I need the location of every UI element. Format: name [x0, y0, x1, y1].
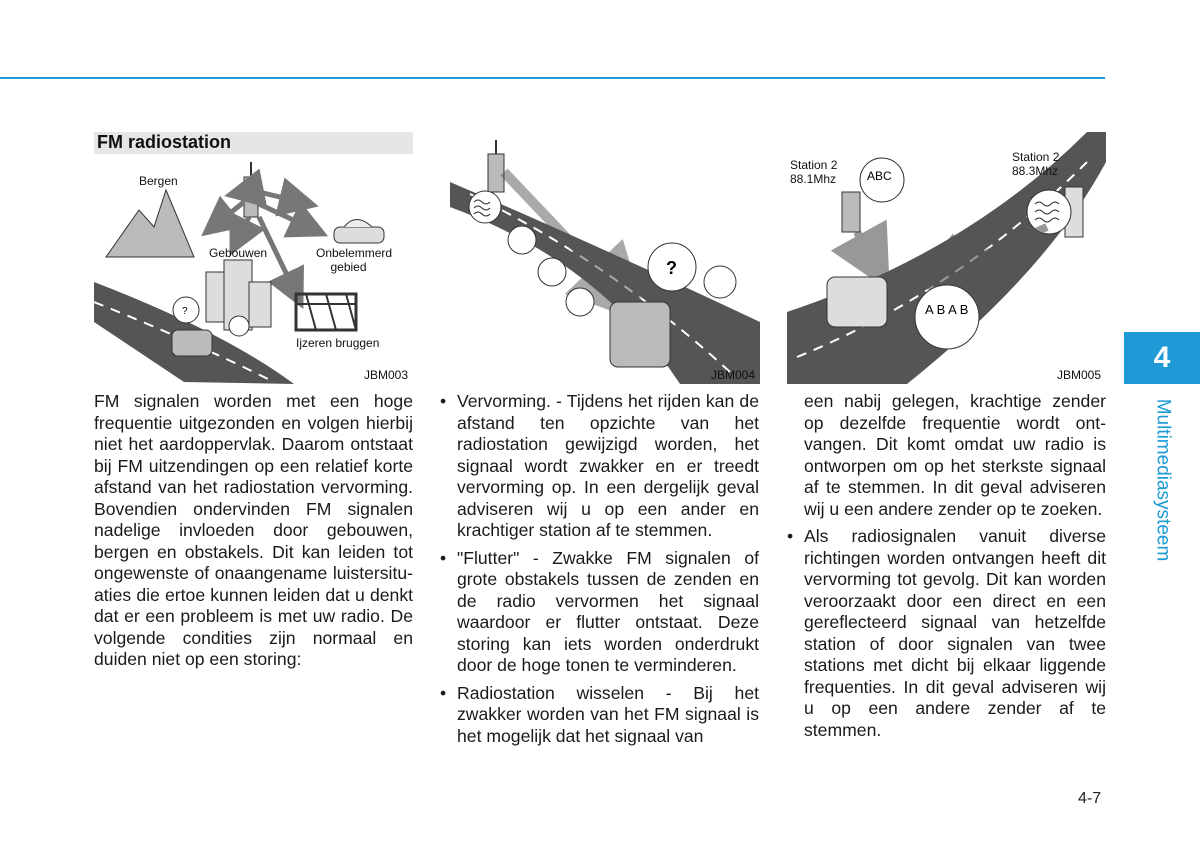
figure-multipath — [787, 132, 1106, 384]
signal-bubble-right — [915, 285, 979, 349]
column-2 — [440, 391, 759, 753]
chapter-tab: 4 — [1124, 332, 1200, 384]
tower — [488, 154, 504, 192]
label-station-right: Station 2 88.3Mhz — [1012, 150, 1060, 178]
label-onbelemmerd-gebied: Onbelemmerd gebied — [316, 246, 393, 274]
column-3 — [787, 391, 1106, 747]
bullet-multipath: • Als radiosignalen vanuit diverse richtingen worden ontvangen heeft dit vervorming tot gevolg. Dit kan worden veroorzaakt door een direct en een gereflecteerd signaal van hetzelfde station of door signalen van twee stations met dicht bij elkaar liggende frequenties. In dit geval adviseren wij u op een andere zender af te stemmen. — [787, 526, 1106, 741]
question-mark: ? — [666, 258, 677, 278]
bubble-left-text: ABC — [867, 169, 892, 183]
question-mark: ? — [182, 306, 188, 317]
label-bergen: Bergen — [139, 174, 178, 188]
tree — [538, 258, 566, 286]
figure-fm-radiostation — [94, 132, 413, 384]
signal-bubble — [469, 191, 501, 223]
tower-left — [842, 192, 860, 232]
header-rule — [0, 77, 1105, 79]
tree — [566, 288, 594, 316]
bullet-list — [787, 526, 1106, 741]
bullet-flutter: • "Flutter" - Zwakke FM signalen of grote obstakels tussen de zenden en de radio vervormen het signaal waardoor er flutter ontstaat. Deze storing kan iets worden onderdrukt door de hoge tonen te verminderen. — [440, 548, 759, 677]
tree — [704, 266, 736, 298]
page-number: 4-7 — [1078, 790, 1102, 807]
tree — [229, 316, 249, 336]
bullet-list — [440, 391, 759, 747]
car-on-road — [172, 330, 212, 356]
bullet-radiostation-wisselen: • Radiostation wisselen - Bij het zwakker worden van het FM signaal is het mogelijk dat het signaal van — [440, 683, 759, 748]
figure-code: JBM003 — [363, 368, 408, 382]
continuation-paragraph: een nabij gelegen, krachtige zender op dezelfde frequentie wordt ontvangen. Dit komt omdat uw radio is ontworpen om op het sterkste signaal af te stemmen. In dit geval adviseren wij u een andere zender op te zoeken. — [804, 391, 1106, 519]
distortion-illustration — [440, 132, 760, 384]
figure-code: JBM005 — [1056, 368, 1101, 382]
car — [827, 277, 887, 327]
tower — [244, 177, 258, 217]
car — [334, 227, 384, 243]
column-1 — [94, 391, 413, 671]
label-station-left: Station 2 88.1Mhz — [790, 158, 838, 186]
bullet-vervorming: • Vervorming. - Tijdens het rijden kan de afstand ten opzichte van het radiostation gewijzigd worden, het signaal wordt zwakker en er treedt vervorming op. In een dergelijk geval adviseren wij u op een ander en krachtiger station af te stemmen. — [440, 391, 759, 542]
figure-code: JBM004 — [710, 368, 755, 382]
figure-distortion — [440, 132, 760, 384]
chapter-title-vertical — [1122, 395, 1200, 565]
figure-title: FM radiostation — [97, 132, 231, 152]
tree — [508, 226, 536, 254]
chapter-title: Multimediasysteem — [1152, 398, 1174, 562]
bubble-right-text: A B A B — [925, 302, 969, 317]
signal-bubble-mid — [1027, 190, 1071, 234]
label-gebouwen: Gebouwen — [209, 246, 268, 260]
label-ijzeren-bruggen: Ijzeren bruggen — [296, 336, 380, 350]
car — [610, 302, 670, 367]
building — [249, 282, 271, 327]
intro-paragraph: FM signalen worden met een hoge frequentie uitgezonden en volgen hierbij niet het aardoppervlak. Daarom ontstaat bij FM uitzendingen op een relatief korte afstand van het radiostation vervorming. Bovendien ondervinden FM signalen nadelige invloeden door gebouwen, bergen en obstakels. Dit kan leiden tot ongewenste of onaangename luistersituaties die ertoe kunnen leiden dat u denkt dat er een probleem is met uw radio. De volgende condities zijn normaal en duiden niet op een storing: — [94, 391, 413, 669]
